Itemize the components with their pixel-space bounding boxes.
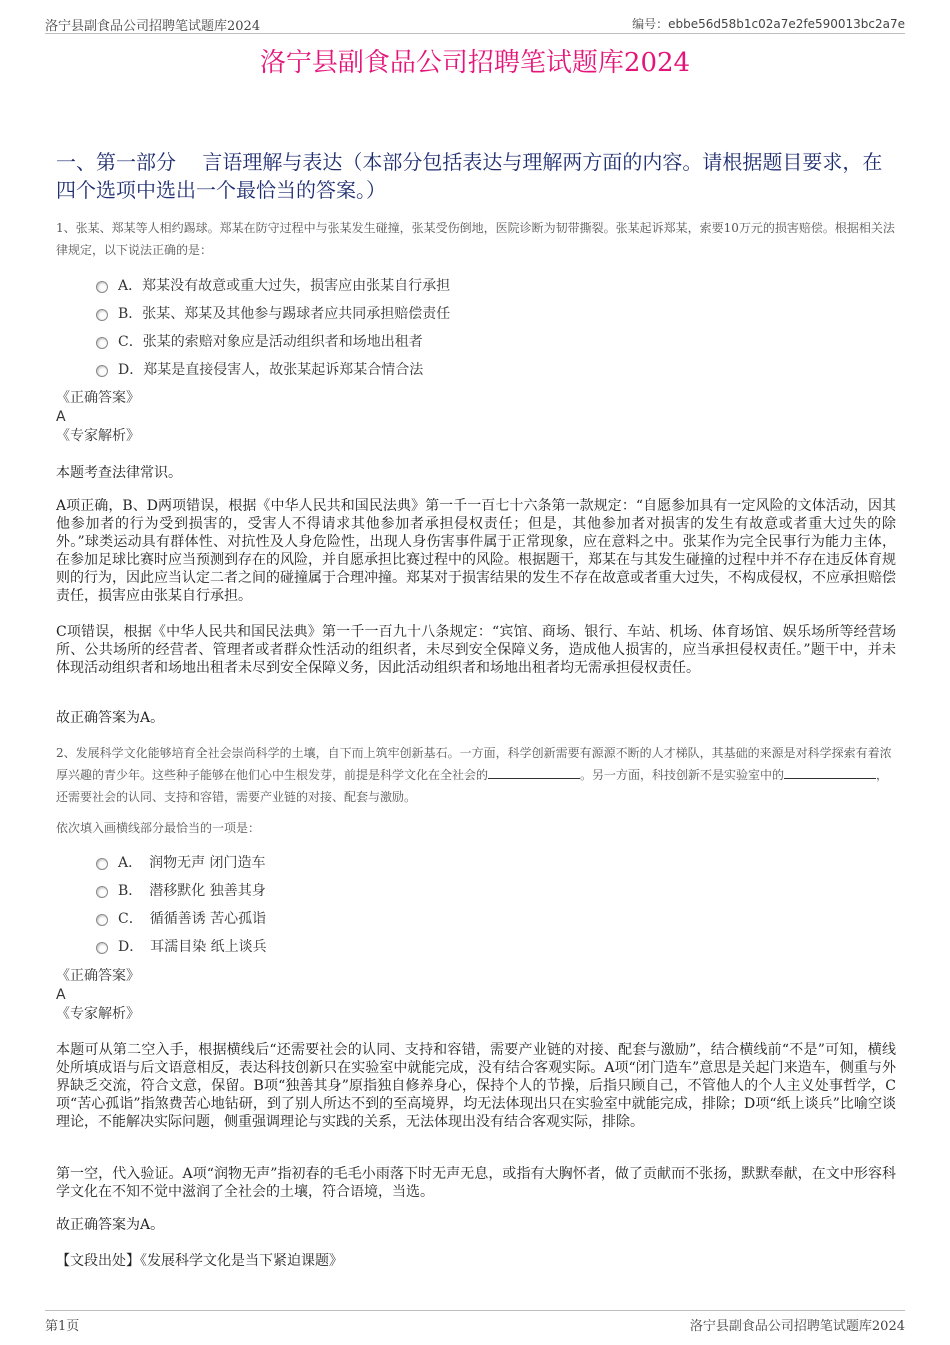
- option-label: D． 耳濡目染 纸上谈兵: [118, 939, 267, 955]
- analysis-label: 《专家解析》: [56, 428, 140, 444]
- radio-button-icon[interactable]: [96, 365, 108, 377]
- document-id: 编号：ebbe56d58b1c02a7e2fe590013bc2a7e: [632, 17, 905, 31]
- footer-title: 洛宁县副食品公司招聘笔试题库2024: [689, 1319, 905, 1334]
- fill-blank-2: [784, 766, 876, 779]
- radio-button-icon[interactable]: [96, 337, 108, 349]
- analysis-paragraph: C项错误，根据《中华人民共和国民法典》第一千一百九十八条规定：“宾馆、商场、银行、车站、机场、体育场馆、娱乐场所等经营场所、公共场所的经营者、管理者或者群众性活动的组织者，未尽到安全保障义务，造成他人损害的，应当承担侵权责任。”题干中，并未体现活动组织者和场地出租者未尽到安全保障义务，因此活动组织者和场地出租者均无需承担侵权责任。: [56, 624, 896, 676]
- source-citation: 【文段出处】《发展科学文化是当下紧迫课题》: [56, 1253, 343, 1269]
- question-2-text-part: 2、发展科学文化能够培育全社会崇尚科学的土壤，自下而上筑牢创新基石。一方面，科学创新需要有源源不断的人才梯队，其基础的来源是对科学探索有着浓厚兴趣的青少年。这些种子能够在他们心中生根发芽，前提是科学文化在全社会的: [56, 746, 892, 782]
- question-1-options: [56, 272, 896, 384]
- option-label: A． 润物无声 闭门造车: [118, 855, 266, 871]
- document-title: 洛宁县副食品公司招聘笔试题库2024: [259, 48, 691, 78]
- question-2-options: [56, 849, 896, 961]
- radio-button-icon[interactable]: [96, 309, 108, 321]
- option-b[interactable]: [56, 877, 896, 905]
- radio-button-icon[interactable]: [96, 942, 108, 954]
- page-footer: [45, 1310, 905, 1335]
- section-heading: 一、第一部分 言语理解与表达（本部分包括表达与理解两方面的内容。请根据题目要求，在四个选项中选出一个最恰当的答案。）: [56, 150, 883, 202]
- question-2-analysis: [56, 1041, 896, 1131]
- option-a[interactable]: [56, 849, 896, 877]
- analysis-paragraph: 第一空，代入验证。A项“润物无声”指初春的毛毛小雨落下时无声无息，或指有大胸怀者，做了贡献而不张扬，默默奉献，在文中形容科学文化在不知不觉中滋润了全社会的土壤，符合语境，当选。: [56, 1166, 896, 1200]
- radio-button-icon[interactable]: [96, 858, 108, 870]
- question-2-analysis: [56, 1165, 896, 1201]
- option-label: D．郑某是直接侵害人，故张某起诉郑某合情合法: [118, 362, 424, 378]
- option-d[interactable]: [56, 356, 896, 384]
- option-b[interactable]: [56, 300, 896, 328]
- question-2-answer-block: [56, 966, 896, 1024]
- answer-value: A: [56, 409, 66, 425]
- question-1-text: 1、张某、郑某等人相约踢球。郑某在防守过程中与张某发生碰撞，张某受伤倒地，医院诊断为韧带撕裂。张某起诉郑某，索要10万元的损害赔偿。根据相关法律规定，以下说法正确的是：: [56, 221, 895, 257]
- header-title: 洛宁县副食品公司招聘笔试题库2024: [45, 19, 261, 34]
- analysis-paragraph: 故正确答案为A。: [56, 1217, 165, 1233]
- page-header: [45, 13, 905, 34]
- question-2-instruction-block: [56, 817, 896, 839]
- question-2-analysis: [56, 1216, 896, 1234]
- analysis-paragraph: A项正确，B、D两项错误，根据《中华人民共和国民法典》第一千一百七十六条第一款规定：“自愿参加具有一定风险的文体活动，因其他参加者的行为受到损害的，受害人不得请求其他参加者承担侵权责任；但是，其他参加者对损害的发生有故意或者重大过失的除外。”球类运动具有群体性、对抗性及人身危险性，出现人身伤害事件属于正常现象，应在意料之中。张某作为完全民事行为能力主体，在参加足球比赛时应当预测到存在的风险，并自愿承担比赛过程中的风险。根据题干，郑某在与其发生碰撞的过程中并不存在违反体育规则的行为，因此应当认定二者之间的碰撞属于合理冲撞。郑某对于损害结果的发生不存在故意或者重大过失，不构成侵权，不应承担赔偿责任，损害应由张某自行承担。: [56, 498, 896, 604]
- question-1-analysis: [56, 464, 896, 482]
- option-d[interactable]: [56, 933, 896, 961]
- page-number: 第1页: [45, 1319, 80, 1334]
- question-2-instruction: 依次填入画横线部分最恰当的一项是：: [56, 821, 261, 835]
- option-c[interactable]: [56, 905, 896, 933]
- fill-blank-1: [488, 766, 580, 779]
- question-2-text-block: [56, 742, 896, 808]
- question-1-analysis: [56, 623, 896, 677]
- option-label: A．郑某没有故意或重大过失，损害应由张某自行承担: [118, 278, 451, 294]
- question-2-text-part: 。另一方面，科技创新不是实验室中的: [580, 768, 785, 782]
- radio-button-icon[interactable]: [96, 886, 108, 898]
- question-1-answer-block: [56, 388, 896, 446]
- analysis-paragraph: 故正确答案为A。: [56, 710, 165, 726]
- answer-value: A: [56, 987, 66, 1003]
- question-2-text-part: ，还需要社会的认同、支持和容错，需要产业链的对接、配套与激励。: [56, 768, 889, 804]
- answer-label: 《正确答案》: [56, 968, 140, 984]
- option-c[interactable]: [56, 328, 896, 356]
- question-1-analysis: [56, 709, 896, 727]
- radio-button-icon[interactable]: [96, 914, 108, 926]
- question-2-text: [56, 742, 896, 808]
- analysis-paragraph: 本题考查法律常识。: [56, 465, 182, 481]
- radio-button-icon[interactable]: [96, 281, 108, 293]
- analysis-label: 《专家解析》: [56, 1006, 140, 1022]
- option-label: B．张某、郑某及其他参与踢球者应共同承担赔偿责任: [118, 306, 451, 322]
- option-label: C．张某的索赔对象应是活动组织者和场地出租者: [118, 334, 423, 350]
- option-label: C． 循循善诱 苦心孤诣: [118, 911, 267, 927]
- question-1-analysis: [56, 497, 896, 605]
- question-1-text-block: [56, 217, 896, 261]
- answer-label: 《正确答案》: [56, 390, 140, 406]
- analysis-paragraph: 本题可从第二空入手，根据横线后“还需要社会的认同、支持和容错，需要产业链的对接、配套与激励”，结合横线前“不是”可知，横线处所填成语与后文语意相反，表达科技创新只在实验室中就能完成，没有结合客观实际。A项“闭门造车”意思是关起门来造车，侧重与外界缺乏交流，符合文意，保留。B项“独善其身”原指独自修养身心，保持个人的节操，后指只顾自己，不管他人的个人主义处事哲学，C项“苦心孤诣”指煞费苦心地钻研，到了别人所达不到的至高境界，均无法体现出只在实验室中就能完成，排除；D项“纸上谈兵”比喻空谈理论，不能解决实际问题，侧重强调理论与实践的关系，无法体现出没有结合客观实际，排除。: [56, 1042, 896, 1130]
- question-2-analysis: [56, 1252, 896, 1270]
- option-a[interactable]: [56, 272, 896, 300]
- option-label: B． 潜移默化 独善其身: [118, 883, 266, 899]
